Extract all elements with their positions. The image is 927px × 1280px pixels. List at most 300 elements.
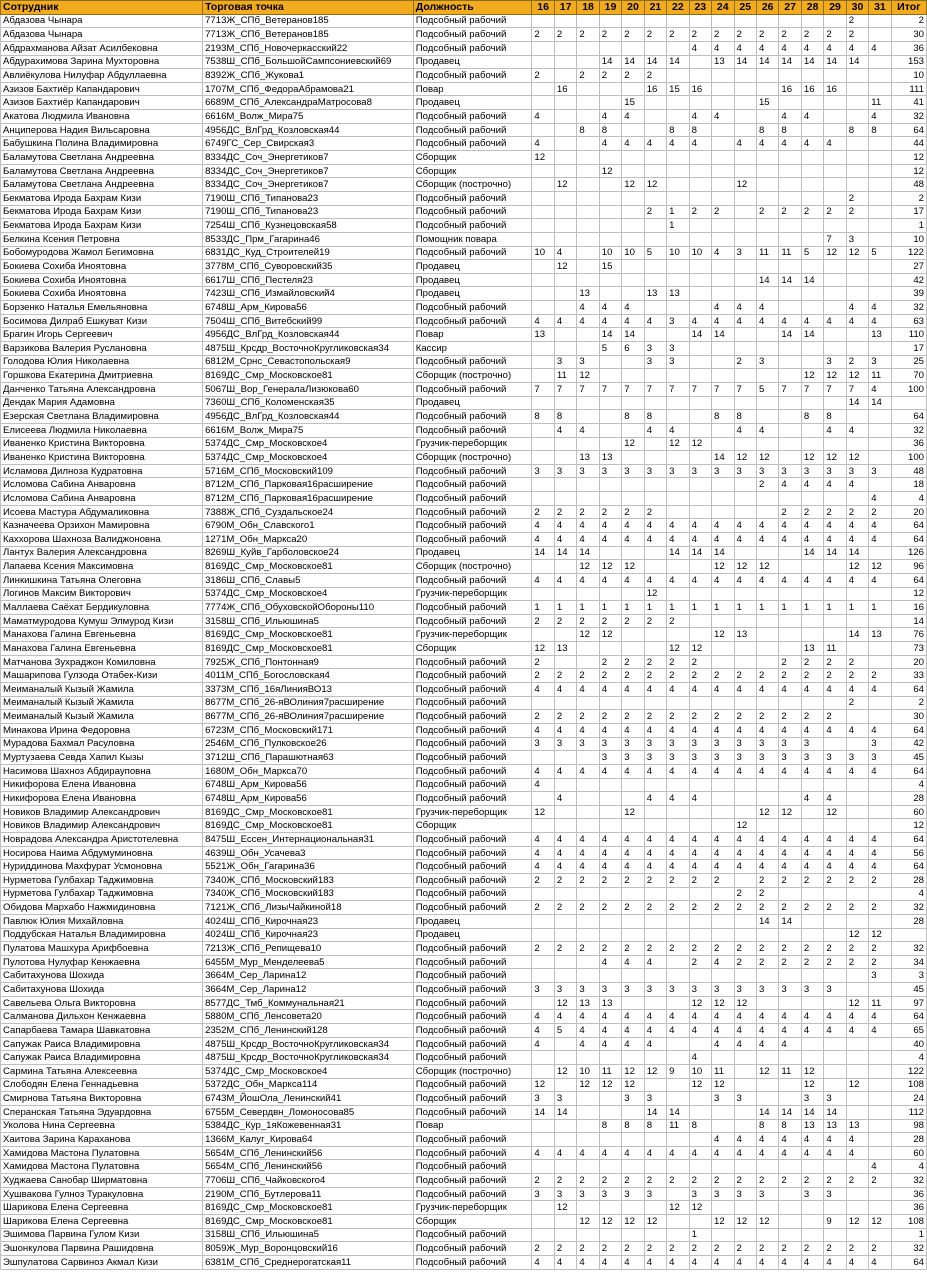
day-cell: 6 xyxy=(622,342,644,356)
day-cell: 4 xyxy=(869,382,891,396)
day-cell: 4 xyxy=(756,137,778,151)
day-cell xyxy=(734,342,756,356)
position-cell: Подсобный рабочий xyxy=(413,601,532,615)
employee-cell: Брагин Игорь Сергеевич xyxy=(1,328,203,342)
day-cell: 3 xyxy=(667,314,689,328)
day-cell xyxy=(667,164,689,178)
day-cell xyxy=(869,478,891,492)
table-row xyxy=(1,1242,927,1256)
total-cell: 17 xyxy=(891,342,926,356)
day-cell: 4 xyxy=(824,137,846,151)
employee-cell: Исломова Сабина Анваровна xyxy=(1,478,203,492)
day-cell xyxy=(734,164,756,178)
day-cell: 13 xyxy=(869,328,891,342)
day-cell xyxy=(622,123,644,137)
day-cell xyxy=(712,151,734,165)
position-cell: Продавец xyxy=(413,546,532,560)
day-cell xyxy=(801,696,823,710)
day-cell xyxy=(644,628,666,642)
day-cell xyxy=(869,342,891,356)
day-cell: 1 xyxy=(756,601,778,615)
day-cell xyxy=(779,164,801,178)
day-cell xyxy=(599,205,621,219)
day-cell xyxy=(577,805,599,819)
day-cell xyxy=(622,969,644,983)
day-cell: 4 xyxy=(756,1010,778,1024)
day-cell xyxy=(846,110,868,124)
day-cell xyxy=(734,205,756,219)
day-cell xyxy=(779,1160,801,1174)
day-cell: 12 xyxy=(846,928,868,942)
day-cell xyxy=(712,1228,734,1242)
table-row xyxy=(1,1160,927,1174)
day-cell xyxy=(846,887,868,901)
day-cell: 14 xyxy=(869,396,891,410)
day-cell: 2 xyxy=(689,28,711,42)
employee-cell: Бокиева Сохиба Иноятовна xyxy=(1,260,203,274)
table-row xyxy=(1,492,927,506)
day-cell: 4 xyxy=(846,683,868,697)
day-cell xyxy=(599,1201,621,1215)
total-cell: 3 xyxy=(891,969,926,983)
total-cell: 45 xyxy=(891,751,926,765)
day-cell: 2 xyxy=(622,1242,644,1256)
day-cell xyxy=(734,478,756,492)
day-cell xyxy=(779,969,801,983)
total-cell: 64 xyxy=(891,683,926,697)
day-cell xyxy=(756,1160,778,1174)
position-cell: Подсобный рабочий xyxy=(413,1242,532,1256)
day-cell xyxy=(779,1215,801,1229)
day-cell xyxy=(644,887,666,901)
day-cell xyxy=(846,178,868,192)
day-cell xyxy=(801,219,823,233)
day-cell: 2 xyxy=(779,942,801,956)
day-cell: 14 xyxy=(801,55,823,69)
day-cell xyxy=(779,451,801,465)
day-cell: 2 xyxy=(554,505,576,519)
day-cell: 14 xyxy=(599,55,621,69)
day-cell: 2 xyxy=(644,69,666,83)
position-cell: Сборщик (построчно) xyxy=(413,178,532,192)
day-cell: 2 xyxy=(577,1242,599,1256)
store-cell: 8334ДС_Соч_Энергетиков7 xyxy=(203,151,414,165)
day-cell xyxy=(532,355,554,369)
day-cell xyxy=(554,191,576,205)
store-cell: 4956ДС_ВлГрд_Козловская44 xyxy=(203,410,414,424)
day-cell xyxy=(869,1105,891,1119)
day-cell xyxy=(756,342,778,356)
day-cell: 2 xyxy=(846,1174,868,1188)
day-cell: 3 xyxy=(779,983,801,997)
day-cell: 4 xyxy=(756,764,778,778)
day-cell: 2 xyxy=(532,69,554,83)
day-cell: 2 xyxy=(599,1174,621,1188)
store-cell: 5067Ш_Вор_ГенералаЛизюкова60 xyxy=(203,382,414,396)
day-cell xyxy=(824,887,846,901)
day-cell xyxy=(756,369,778,383)
day-cell: 3 xyxy=(869,737,891,751)
day-cell: 14 xyxy=(779,328,801,342)
day-cell: 1 xyxy=(801,601,823,615)
day-cell xyxy=(599,219,621,233)
day-cell xyxy=(756,219,778,233)
day-cell: 4 xyxy=(554,1146,576,1160)
day-cell: 2 xyxy=(801,205,823,219)
day-cell: 4 xyxy=(532,764,554,778)
day-cell: 4 xyxy=(824,519,846,533)
day-cell xyxy=(824,1201,846,1215)
day-cell xyxy=(667,1160,689,1174)
day-cell xyxy=(577,642,599,656)
employee-cell: Голодова Юлия Николаевна xyxy=(1,355,203,369)
store-cell: 6689М_СПб_АлександраМатросова8 xyxy=(203,96,414,110)
store-cell: 3373М_СПб_16яЛинияВО13 xyxy=(203,683,414,697)
employee-cell: Никифорова Елена Ивановна xyxy=(1,792,203,806)
store-cell: 8169ДС_Смр_Московское81 xyxy=(203,642,414,656)
day-cell: 4 xyxy=(846,1010,868,1024)
day-cell xyxy=(532,123,554,137)
day-cell: 13 xyxy=(599,996,621,1010)
store-cell: 3664М_Сер_Ларина12 xyxy=(203,983,414,997)
day-cell xyxy=(846,737,868,751)
position-cell: Подсобный рабочий xyxy=(413,1078,532,1092)
day-cell xyxy=(667,151,689,165)
day-cell: 4 xyxy=(644,1010,666,1024)
day-cell: 4 xyxy=(734,1010,756,1024)
day-cell: 4 xyxy=(734,137,756,151)
day-cell xyxy=(846,1187,868,1201)
day-cell: 4 xyxy=(734,723,756,737)
day-cell: 3 xyxy=(756,983,778,997)
total-cell: 64 xyxy=(891,519,926,533)
day-cell: 3 xyxy=(554,1092,576,1106)
day-cell: 14 xyxy=(667,546,689,560)
day-cell: 4 xyxy=(599,110,621,124)
day-cell xyxy=(869,232,891,246)
day-cell xyxy=(869,614,891,628)
day-cell xyxy=(532,792,554,806)
day-cell: 3 xyxy=(824,983,846,997)
day-cell xyxy=(779,1051,801,1065)
store-cell: 8712М_СПб_Парковая16расширение xyxy=(203,492,414,506)
day-cell: 12 xyxy=(734,996,756,1010)
day-cell: 4 xyxy=(644,723,666,737)
day-cell: 4 xyxy=(734,1037,756,1051)
day-cell: 4 xyxy=(756,573,778,587)
day-cell xyxy=(824,437,846,451)
day-cell: 2 xyxy=(667,874,689,888)
day-cell xyxy=(667,328,689,342)
day-cell: 4 xyxy=(532,1255,554,1269)
day-cell xyxy=(689,1105,711,1119)
day-cell: 3 xyxy=(622,983,644,997)
day-cell xyxy=(734,82,756,96)
day-cell xyxy=(689,914,711,928)
day-cell: 2 xyxy=(554,874,576,888)
day-cell: 2 xyxy=(734,955,756,969)
day-cell xyxy=(689,1160,711,1174)
day-cell: 4 xyxy=(756,314,778,328)
day-cell: 12 xyxy=(734,560,756,574)
position-cell: Подсобный рабочий xyxy=(413,246,532,260)
day-cell xyxy=(599,1105,621,1119)
day-cell xyxy=(801,301,823,315)
day-cell: 2 xyxy=(689,205,711,219)
day-cell xyxy=(689,355,711,369)
total-cell: 110 xyxy=(891,328,926,342)
table-row xyxy=(1,546,927,560)
day-cell xyxy=(756,396,778,410)
day-cell: 8 xyxy=(824,410,846,424)
day-cell xyxy=(824,396,846,410)
day-cell: 2 xyxy=(644,942,666,956)
day-cell: 2 xyxy=(599,874,621,888)
day-cell: 4 xyxy=(756,1146,778,1160)
day-cell: 4 xyxy=(712,314,734,328)
day-cell: 9 xyxy=(824,1215,846,1229)
day-cell: 4 xyxy=(644,519,666,533)
position-cell: Помощник повара xyxy=(413,232,532,246)
day-cell xyxy=(734,505,756,519)
day-cell xyxy=(756,82,778,96)
total-cell: 4 xyxy=(891,1051,926,1065)
day-cell: 4 xyxy=(622,573,644,587)
day-cell xyxy=(532,232,554,246)
day-cell: 2 xyxy=(667,901,689,915)
position-cell: Подсобный рабочий xyxy=(413,478,532,492)
day-cell xyxy=(599,273,621,287)
day-cell xyxy=(801,1201,823,1215)
day-cell: 4 xyxy=(756,723,778,737)
total-cell xyxy=(891,396,926,410)
day-cell: 12 xyxy=(644,587,666,601)
day-cell xyxy=(689,219,711,233)
day-cell xyxy=(599,410,621,424)
day-cell xyxy=(869,451,891,465)
day-cell: 2 xyxy=(801,669,823,683)
day-cell xyxy=(734,1105,756,1119)
day-cell: 8 xyxy=(622,410,644,424)
employee-cell: Меиманалый Кызый Жамила xyxy=(1,683,203,697)
day-cell: 1 xyxy=(846,601,868,615)
employee-cell: Бекматова Ирода Бахрам Кизи xyxy=(1,191,203,205)
day-cell xyxy=(622,273,644,287)
day-cell xyxy=(532,560,554,574)
day-cell xyxy=(756,628,778,642)
store-cell: 3158Ш_СПб_Ильюшина5 xyxy=(203,614,414,628)
day-cell xyxy=(622,41,644,55)
day-cell xyxy=(689,164,711,178)
day-cell: 2 xyxy=(577,669,599,683)
day-cell: 3 xyxy=(801,983,823,997)
day-cell xyxy=(712,178,734,192)
day-cell xyxy=(577,751,599,765)
day-cell xyxy=(801,423,823,437)
position-cell: Подсобный рабочий xyxy=(413,41,532,55)
table-row xyxy=(1,164,927,178)
day-cell: 2 xyxy=(779,710,801,724)
table-row xyxy=(1,205,927,219)
day-cell: 1 xyxy=(667,601,689,615)
day-cell xyxy=(712,1160,734,1174)
day-cell xyxy=(554,778,576,792)
day-cell xyxy=(824,492,846,506)
table-row xyxy=(1,601,927,615)
total-cell: 32 xyxy=(891,1174,926,1188)
store-cell: 2352М_СПб_Ленинский128 xyxy=(203,1024,414,1038)
day-cell: 8 xyxy=(644,410,666,424)
day-cell: 4 xyxy=(689,846,711,860)
store-cell: 7713Ж_СПб_Ветеранов185 xyxy=(203,28,414,42)
day-cell: 5 xyxy=(554,1024,576,1038)
day-cell: 12 xyxy=(577,1215,599,1229)
day-cell: 12 xyxy=(712,996,734,1010)
day-cell: 4 xyxy=(869,723,891,737)
day-cell: 3 xyxy=(801,1187,823,1201)
day-cell: 2 xyxy=(846,1242,868,1256)
position-cell: Подсобный рабочий xyxy=(413,778,532,792)
day-cell: 1 xyxy=(779,601,801,615)
day-cell xyxy=(846,1092,868,1106)
store-cell: 8059Ж_Мур_Воронцовский16 xyxy=(203,1242,414,1256)
position-cell: Подсобный рабочий xyxy=(413,751,532,765)
day-cell xyxy=(689,1092,711,1106)
day-cell: 1 xyxy=(622,601,644,615)
day-cell: 4 xyxy=(869,314,891,328)
store-cell: 6743М_ЙошОла_Ленинский41 xyxy=(203,1092,414,1106)
day-cell xyxy=(801,614,823,628)
day-cell xyxy=(577,1133,599,1147)
day-cell xyxy=(667,778,689,792)
day-cell xyxy=(801,819,823,833)
day-cell: 3 xyxy=(712,1092,734,1106)
table-row xyxy=(1,1146,927,1160)
day-cell: 2 xyxy=(712,942,734,956)
day-cell xyxy=(756,505,778,519)
day-cell: 7 xyxy=(644,382,666,396)
day-cell xyxy=(599,819,621,833)
day-cell: 2 xyxy=(846,874,868,888)
store-cell: 8475Ш_Ессен_Интернациональная31 xyxy=(203,833,414,847)
day-cell: 2 xyxy=(599,614,621,628)
day-cell: 4 xyxy=(712,1255,734,1269)
day-cell xyxy=(577,955,599,969)
day-cell: 15 xyxy=(622,96,644,110)
day-cell xyxy=(622,164,644,178)
day-cell xyxy=(644,914,666,928)
position-cell: Подсобный рабочий xyxy=(413,1051,532,1065)
position-cell: Подсобный рабочий xyxy=(413,874,532,888)
day-cell: 4 xyxy=(667,792,689,806)
day-cell xyxy=(869,1133,891,1147)
day-cell: 4 xyxy=(644,792,666,806)
day-cell xyxy=(846,164,868,178)
day-cell: 8 xyxy=(756,1119,778,1133)
day-cell: 3 xyxy=(622,751,644,765)
day-cell: 4 xyxy=(577,860,599,874)
day-cell: 3 xyxy=(532,464,554,478)
day-cell: 4 xyxy=(554,1010,576,1024)
employee-cell: Лапаева Ксения Максимовна xyxy=(1,560,203,574)
day-cell: 2 xyxy=(801,1174,823,1188)
day-cell xyxy=(824,614,846,628)
store-cell: 7925Ж_СПб_Понтонная9 xyxy=(203,655,414,669)
day-cell xyxy=(712,423,734,437)
day-cell xyxy=(532,1201,554,1215)
day-cell xyxy=(644,328,666,342)
employee-cell: Новрадова Александра Аристотелевна xyxy=(1,833,203,847)
total-cell: 28 xyxy=(891,914,926,928)
day-cell: 12 xyxy=(577,628,599,642)
day-cell: 4 xyxy=(712,573,734,587)
day-cell xyxy=(532,1051,554,1065)
day-cell xyxy=(824,1228,846,1242)
day-cell: 14 xyxy=(846,396,868,410)
day-cell xyxy=(554,478,576,492)
day-cell: 1 xyxy=(712,601,734,615)
table-row xyxy=(1,464,927,478)
total-cell: 112 xyxy=(891,1105,926,1119)
day-cell: 4 xyxy=(734,860,756,874)
day-cell: 4 xyxy=(801,723,823,737)
day-cell: 4 xyxy=(554,764,576,778)
day-cell: 1 xyxy=(689,601,711,615)
day-cell: 4 xyxy=(577,764,599,778)
total-cell: 40 xyxy=(891,1037,926,1051)
day-cell: 4 xyxy=(599,723,621,737)
day-cell: 3 xyxy=(756,1187,778,1201)
day-cell: 4 xyxy=(622,1255,644,1269)
day-cell: 16 xyxy=(779,82,801,96)
position-cell: Подсобный рабочий xyxy=(413,573,532,587)
day-cell xyxy=(689,819,711,833)
day-cell: 12 xyxy=(846,451,868,465)
day-cell: 4 xyxy=(779,1133,801,1147)
employee-cell: Савельева Ольга Викторовна xyxy=(1,996,203,1010)
day-cell: 14 xyxy=(756,914,778,928)
position-cell: Подсобный рабочий xyxy=(413,205,532,219)
day-cell: 12 xyxy=(689,1078,711,1092)
day-cell xyxy=(577,792,599,806)
day-cell: 4 xyxy=(689,1051,711,1065)
day-cell xyxy=(599,928,621,942)
employee-cell: Пулатова Машхура Арифбоевна xyxy=(1,942,203,956)
table-row xyxy=(1,996,927,1010)
store-cell: 5880М_СПб_Ленсовета20 xyxy=(203,1010,414,1024)
day-cell: 4 xyxy=(779,137,801,151)
day-cell xyxy=(532,14,554,28)
day-cell: 4 xyxy=(712,860,734,874)
day-cell: 4 xyxy=(846,723,868,737)
day-cell xyxy=(554,819,576,833)
day-cell xyxy=(756,587,778,601)
day-cell xyxy=(599,887,621,901)
day-cell xyxy=(599,178,621,192)
day-cell xyxy=(532,1160,554,1174)
day-cell: 4 xyxy=(801,792,823,806)
day-cell: 4 xyxy=(869,846,891,860)
day-cell: 2 xyxy=(689,901,711,915)
day-cell: 2 xyxy=(869,1174,891,1188)
day-cell: 4 xyxy=(644,846,666,860)
day-cell xyxy=(824,301,846,315)
table-row xyxy=(1,342,927,356)
day-cell: 4 xyxy=(824,846,846,860)
position-cell: Подсобный рабочий xyxy=(413,833,532,847)
table-row xyxy=(1,942,927,956)
day-cell: 4 xyxy=(712,532,734,546)
